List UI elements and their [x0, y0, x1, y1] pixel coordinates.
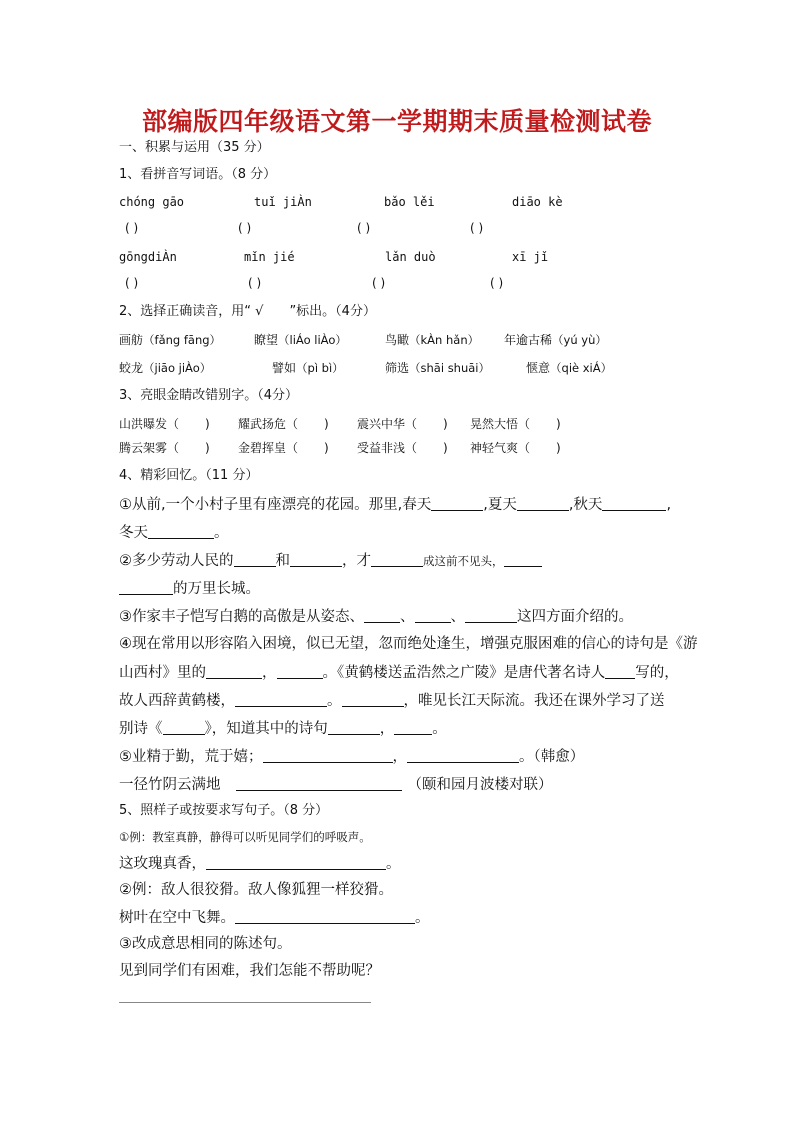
q4-line-6: ④现在常用以形容陷入困境，似已无望，忽而绝处逢生，增强克服困难的信心的诗句是《游 — [119, 636, 698, 652]
answer-blank[interactable] — [236, 775, 402, 791]
q2-item — [504, 331, 607, 348]
q4-text: 》，知道其中的诗句 — [204, 721, 328, 737]
q4-text: 的万里长城。 — [173, 581, 260, 597]
q4-line-4 — [119, 579, 260, 598]
answer-paren-2[interactable]: ( ) — [238, 221, 252, 235]
q4-text: , — [666, 497, 672, 513]
answer-paren-7[interactable]: ( ) — [372, 276, 386, 290]
q4-text: ， — [379, 721, 395, 737]
q1-heading: 1、看拼音写词语。（8 分） — [119, 167, 277, 182]
q2-word: 筛选 — [385, 361, 410, 375]
q2-word: 瞭望 — [254, 333, 279, 347]
q2-pinyin-choice[interactable]: （yú yù） — [552, 333, 607, 347]
q4-text: ， — [392, 749, 407, 765]
q2-word: 惬意 — [526, 361, 551, 375]
pinyin-1: chóng gāo — [119, 195, 185, 209]
q3-item — [357, 439, 448, 456]
q5-text: 这玫瑰真香， — [119, 856, 206, 872]
q4-text: ，才 — [342, 553, 371, 569]
q2-item — [254, 331, 347, 348]
exam-title: 部编版四年级语文第一学期期末质量检测试卷 — [141, 107, 652, 136]
q4-text: ⑤业精于勤，荒于嬉； — [119, 749, 263, 765]
q3-close-paren: ) — [443, 441, 448, 455]
pinyin-2: tuǐ jiÀn — [254, 195, 312, 209]
q2-word: 画舫 — [119, 333, 144, 347]
q4-text: 、 — [400, 609, 415, 625]
q4-text: 成这前不见头， — [423, 554, 504, 568]
q3-close-paren: ) — [324, 417, 329, 431]
q4-heading: 4、精彩回忆。（11 分） — [119, 468, 259, 483]
q4-text: ②多少劳动人民的 — [119, 553, 234, 569]
q5-text: 。 — [415, 910, 430, 926]
q4-line-5 — [119, 607, 633, 626]
answer-blank[interactable] — [206, 663, 262, 679]
answer-blank[interactable] — [235, 908, 415, 924]
q2-pinyin-choice[interactable]: （jiāo jiÀo） — [143, 361, 212, 375]
q3-close-paren: ) — [556, 417, 561, 431]
answer-paren-8[interactable]: ( ) — [490, 276, 504, 290]
q2-pinyin-choice[interactable]: （shāi shuāi） — [409, 361, 491, 375]
q4-text: 故人西辞黄鹤楼， — [119, 693, 235, 709]
pinyin-3: bǎo lěi — [384, 195, 435, 209]
pinyin-7: lǎn duò — [385, 250, 436, 264]
pinyin-6: mǐn jié — [244, 250, 295, 264]
answer-blank[interactable] — [234, 551, 276, 567]
part1-heading: 一、积累与运用（35 分） — [119, 140, 270, 155]
q3-close-paren: ) — [205, 417, 210, 431]
answer-paren-1[interactable]: ( ) — [125, 221, 139, 235]
answer-blank[interactable] — [163, 719, 205, 735]
q2-heading-a: 2、选择正确读音，用“ √ — [119, 304, 264, 319]
q4-line-8 — [119, 691, 665, 710]
answer-blank[interactable] — [394, 719, 432, 735]
q4-line-10 — [119, 747, 584, 766]
q4-text: 山西村》里的 — [119, 665, 206, 681]
q4-text: （颐和园月波楼对联） — [407, 777, 553, 793]
q2-item — [119, 331, 221, 348]
answer-blank[interactable] — [263, 747, 393, 763]
q5-text: 。 — [386, 856, 401, 872]
answer-line[interactable] — [119, 1002, 371, 1003]
q3-word: 晃然大悟（ — [470, 417, 531, 431]
q2-word: 蛟龙 — [119, 361, 144, 375]
q2-heading — [119, 303, 376, 321]
answer-blank[interactable] — [277, 663, 323, 679]
answer-blank[interactable] — [605, 663, 635, 679]
q2-pinyin-choice[interactable]: （kÀn hǎn） — [409, 333, 480, 347]
answer-blank[interactable] — [602, 495, 666, 511]
q2-pinyin-choice[interactable]: （liÁo liÀo） — [278, 333, 347, 347]
q3-item — [238, 439, 329, 456]
q2-heading-b: ”标出。（4分） — [289, 304, 376, 319]
q5-example-1: ①例：教室真静，静得可以听见同学们的呼吸声。 — [119, 830, 371, 844]
q3-word: 神轻气爽（ — [470, 441, 531, 455]
q2-word: 年逾古稀 — [504, 333, 553, 347]
answer-blank[interactable] — [504, 551, 542, 567]
q2-pinyin-choice[interactable]: （pì bì） — [296, 361, 344, 375]
q5-text: 树叶在空中飞舞。 — [119, 910, 235, 926]
q4-line-11 — [119, 775, 553, 794]
q3-word: 受益非浅（ — [357, 441, 418, 455]
pinyin-5: gōngdiÀn — [119, 250, 177, 264]
q4-line-1 — [119, 495, 671, 514]
q2-item — [119, 359, 211, 376]
q4-text: 写的， — [635, 665, 679, 681]
answer-blank[interactable] — [328, 719, 380, 735]
q2-pinyin-choice[interactable]: （fǎng fāng） — [143, 333, 222, 347]
q3-item — [119, 415, 210, 432]
q4-text: 冬天 — [119, 525, 148, 541]
q4-text: 。 — [432, 721, 447, 737]
q2-item — [385, 359, 490, 376]
q4-text: 这四方面介绍的。 — [517, 609, 633, 625]
answer-blank[interactable] — [119, 579, 173, 595]
q3-item — [238, 415, 329, 432]
q3-item — [357, 415, 448, 432]
q3-close-paren: ) — [205, 441, 210, 455]
q4-text: ,夏天 — [483, 497, 517, 513]
q2-item — [526, 359, 612, 376]
answer-blank[interactable] — [517, 495, 569, 511]
answer-paren-3[interactable]: ( ) — [357, 221, 371, 235]
answer-blank[interactable] — [235, 691, 327, 707]
q3-word: 腾云架雾（ — [119, 441, 180, 455]
q3-close-paren: ) — [324, 441, 329, 455]
q4-line-3 — [119, 551, 542, 570]
answer-blank[interactable] — [407, 747, 519, 763]
answer-blank[interactable] — [364, 607, 400, 623]
q4-text: 。（韩愈） — [519, 749, 585, 765]
q4-text: 。 — [214, 525, 229, 541]
q4-text: 。《黄鹤楼送孟浩然之广陵》是唐代著名诗人 — [322, 665, 606, 681]
q3-heading: 3、亮眼金睛改错别字。（4分） — [119, 388, 299, 403]
q3-item — [470, 415, 561, 432]
answer-blank[interactable] — [148, 523, 214, 539]
answer-blank[interactable] — [415, 607, 451, 623]
q4-line-7 — [119, 663, 679, 682]
answer-blank[interactable] — [290, 551, 342, 567]
q4-text: 一径竹阴云满地 — [119, 777, 221, 793]
q3-close-paren: ) — [556, 441, 561, 455]
answer-blank[interactable] — [342, 691, 404, 707]
q4-text: ， — [262, 665, 277, 681]
q3-item — [470, 439, 561, 456]
q5-question-sentence: 见到同学们有困难，我们怎能不帮助呢？ — [119, 963, 380, 979]
q5-heading: 5、照样子或按要求写句子。（8 分） — [119, 803, 329, 818]
q4-text: ,秋天 — [568, 497, 603, 513]
q4-text: ③作家丰子恺写白鹅的高傲是从姿态、 — [119, 609, 364, 625]
q4-text: ①从前,一个小村子里有座漂亮的花园。那里,春天 — [119, 497, 432, 513]
q5-example-2: ②例：敌人很狡猾。敌人像狐狸一样狡猾。 — [119, 882, 393, 898]
q2-word: 譬如 — [272, 361, 297, 375]
q3-word: 山洪曝发（ — [119, 417, 180, 431]
answer-paren-4[interactable]: ( ) — [470, 221, 484, 235]
answer-blank[interactable] — [206, 854, 386, 870]
q4-text: ，唯见长江天际流。我还在课外学习了送 — [403, 693, 665, 709]
q3-item — [119, 439, 210, 456]
q3-word: 金碧挥皇（ — [238, 441, 299, 455]
q2-item — [385, 331, 479, 348]
q2-item — [272, 359, 344, 376]
q4-text: 和 — [275, 553, 290, 569]
answer-blank[interactable] — [371, 551, 423, 567]
answer-paren-5[interactable]: ( ) — [125, 276, 139, 290]
q5-line-4 — [119, 908, 430, 927]
q5-line-2 — [119, 854, 401, 873]
answer-blank[interactable] — [465, 607, 517, 623]
q4-line-9 — [119, 719, 447, 738]
answer-blank[interactable] — [431, 495, 483, 511]
pinyin-4: diāo kè — [512, 195, 563, 209]
q2-pinyin-choice[interactable]: （qiè xiÁ） — [550, 361, 613, 375]
q3-word: 耀武扬危（ — [238, 417, 299, 431]
q4-line-2 — [119, 523, 229, 542]
pinyin-8: xī jǐ — [512, 250, 549, 264]
q4-text: 。 — [327, 693, 342, 709]
q5-instruction-3: ③改成意思相同的陈述句。 — [119, 936, 292, 952]
q2-word: 鸟瞰 — [385, 333, 410, 347]
q4-text: 、 — [450, 609, 465, 625]
q3-word: 震兴中华（ — [357, 417, 418, 431]
q3-close-paren: ) — [443, 417, 448, 431]
q4-text: 别诗《 — [119, 721, 163, 737]
answer-paren-6[interactable]: ( ) — [248, 276, 262, 290]
